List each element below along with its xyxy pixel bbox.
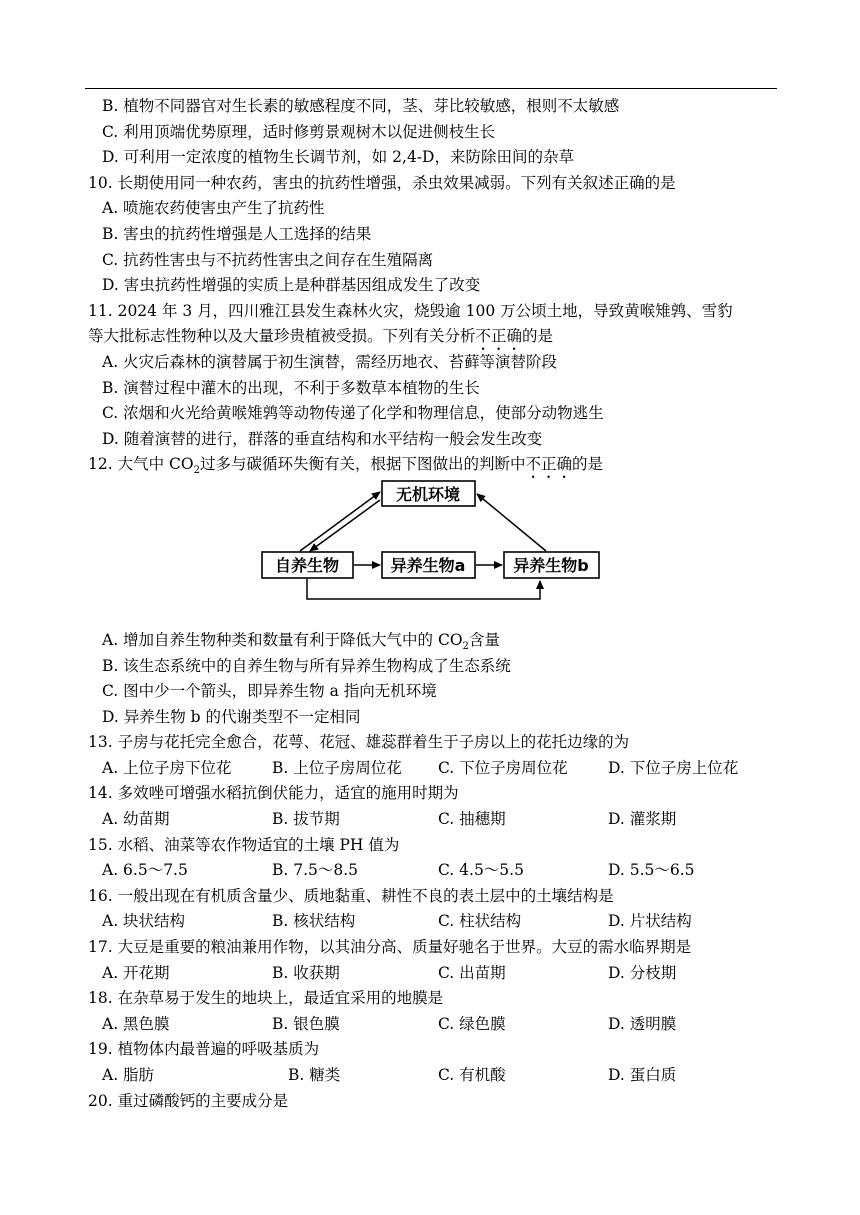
q17-stem: 17. 大豆是重要的粮油兼用作物，以其油分高、质量好驰名于世界。大豆的需水临界期是 (88, 938, 692, 957)
q14-option-c: C. 抽穗期 (438, 810, 506, 829)
q12-stem-emphasis: 不正确 (525, 455, 572, 474)
label-autotroph: 自养生物 (274, 555, 340, 575)
q13-option-c: C. 下位子房周位花 (438, 758, 568, 777)
q10-option-b: B. 害虫的抗药性增强是人工选择的结果 (102, 224, 372, 243)
q19-option-d: D. 蛋白质 (608, 1066, 677, 1084)
label-heterotroph-a: 异养生物a (390, 555, 466, 575)
q11-option-b: B. 演替过程中灌木的出现，不利于多数草本植物的生长 (102, 378, 480, 397)
q16-option-c: C. 柱状结构 (438, 912, 522, 931)
q18-stem: 18. 在杂草易于发生的地块上，最适宜采用的地膜是 (88, 989, 444, 1008)
exam-page (88, 94, 778, 1114)
q20-stem: 20. 重过磷酸钙的主要成分是 (88, 1091, 289, 1110)
q18-option-a: A. 黑色膜 (102, 1014, 170, 1033)
q13-stem: 13. 子房与花托完全愈合，花萼、花冠、雄蕊群着生于子房以上的花托边缘的为 (88, 733, 630, 752)
q10-option-a: A. 喷施农药使害虫产生了抗药性 (102, 199, 325, 218)
q18-option-c: C. 绿色膜 (438, 1014, 506, 1033)
q11-stem-post: 的是 (522, 327, 554, 346)
q17-option-c: C. 出苗期 (438, 963, 506, 982)
q12-option-d: D. 异养生物 b 的代谢类型不一定相同 (102, 707, 361, 726)
q12-option-a-post: 含量 (468, 630, 500, 649)
header-rule (85, 88, 777, 89)
q9-option-c: C. 利用顶端优势原理，适时修剪景观树木以促进侧枝生长 (102, 122, 496, 141)
q12-option-a-pre: A. 增加自养生物种类和数量有利于降低大气中的 CO (102, 630, 463, 649)
q13-option-b: B. 上位子房周位花 (272, 758, 402, 777)
q17-option-d: D. 分枝期 (608, 963, 677, 982)
q12-stem-post: 的是 (571, 455, 603, 474)
label-heterotroph-b: 异养生物b (513, 555, 589, 575)
q16-options (88, 909, 778, 935)
q18-option-b: B. 银色膜 (272, 1014, 340, 1033)
q14-option-a: A. 幼苗期 (102, 810, 170, 829)
q12-stem-pre: 12. 大气中 CO (88, 455, 194, 474)
q16-stem: 16. 一般出现在有机质含量少、质地黏重、耕性不良的表土层中的土壤结构是 (88, 886, 614, 905)
q11-option-c: C. 浓烟和火光给黄喉雉鹑等动物传递了化学和物理信息，使部分动物逃生 (102, 404, 604, 423)
q19-options (88, 1063, 778, 1089)
q11-option-a: A. 火灾后森林的演替属于初生演替，需经历地衣、苔藓等演替阶段 (102, 352, 558, 371)
q13-option-d: D. 下位子房上位花 (608, 758, 739, 777)
q9-option-b: B. 植物不同器官对生长素的敏感程度不同，茎、芽比较敏感，根则不太敏感 (102, 97, 620, 115)
label-inorganic-environment: 无机环境 (395, 484, 461, 504)
q14-option-d: D. 灌浆期 (608, 810, 677, 829)
q12-option-b: B. 该生态系统中的自养生物与所有异养生物构成了生态系统 (102, 656, 511, 675)
q11-stem-line2 (88, 324, 778, 350)
q17-options (88, 961, 778, 987)
q13-option-a: A. 上位子房下位花 (102, 758, 232, 777)
q10-stem: 10. 长期使用同一种农药，害虫的抗药性增强，杀虫效果减弱。下列有关叙述正确的是 (88, 173, 676, 192)
arrow-heterotroph-b-to-environment (477, 494, 546, 551)
q19-option-a: A. 脂肪 (102, 1066, 155, 1084)
q12-option-c: C. 图中少一个箭头，即异养生物 a 指向无机环境 (102, 682, 437, 701)
q11-stem-pre: 等大批标志性物种以及大量珍贵植被受损。下列有关分析 (88, 327, 476, 346)
q12-stem-mid: 过多与碳循环失衡有关，根据下图做出的判断中 (199, 455, 526, 474)
arrow-autotroph-to-heterotroph-b (307, 579, 540, 599)
q12-stem-sub: 2 (193, 465, 200, 477)
q10-option-c: C. 抗药性害虫与不抗药性害虫之间存在生殖隔离 (102, 250, 434, 269)
q15-option-b: B. 7.5～8.5 (272, 861, 359, 880)
q15-option-a: A. 6.5～7.5 (102, 861, 188, 880)
q13-options (88, 756, 778, 782)
carbon-cycle-svg (88, 478, 778, 628)
q18-option-d: D. 透明膜 (608, 1014, 677, 1033)
q12-option-a-sub: 2 (462, 641, 469, 652)
q14-options (88, 807, 778, 833)
q14-stem: 14. 多效唑可增强水稻抗倒伏能力，适宜的施用时期为 (88, 784, 459, 803)
q14-option-b: B. 拔节期 (272, 810, 340, 829)
q15-option-c: C. 4.5～5.5 (438, 861, 524, 880)
q12-option-a (88, 628, 778, 654)
carbon-cycle-diagram (88, 478, 778, 628)
q15-options (88, 858, 778, 884)
q15-stem: 15. 水稻、油菜等农作物适宜的土壤 PH 值为 (88, 835, 400, 854)
q19-option-c: C. 有机酸 (438, 1066, 506, 1084)
arrow-autotroph-to-environment (300, 492, 380, 551)
q11-stem-emphasis: 不正确 (475, 327, 523, 346)
q12-stem (88, 452, 778, 478)
arrow-environment-to-autotroph (310, 500, 380, 551)
q17-option-a: A. 开花期 (102, 963, 170, 982)
q16-option-a: A. 块状结构 (102, 912, 186, 931)
q15-option-d: D. 5.5～6.5 (608, 861, 695, 880)
q19-stem: 19. 植物体内最普遍的呼吸基质为 (88, 1040, 320, 1059)
q10-option-d: D. 害虫抗药性增强的实质上是种群基因组成发生了改变 (102, 276, 481, 295)
q9-option-d: D. 可利用一定浓度的植物生长调节剂，如 2,4-D，来防除田间的杂草 (102, 148, 574, 167)
q18-options (88, 1012, 778, 1038)
q11-stem-line1: 11. 2024 年 3 月，四川雅江县发生森林火灾，烧毁逾 100 万公顷土地，导致黄喉雉鹑、雪豹 (88, 301, 733, 320)
q17-option-b: B. 收获期 (272, 963, 340, 982)
q19-option-b: B. 糖类 (288, 1066, 341, 1084)
q16-option-b: B. 核状结构 (272, 912, 356, 931)
q11-option-d: D. 随着演替的进行，群落的垂直结构和水平结构一般会发生改变 (102, 429, 543, 448)
q16-option-d: D. 片状结构 (608, 912, 692, 931)
